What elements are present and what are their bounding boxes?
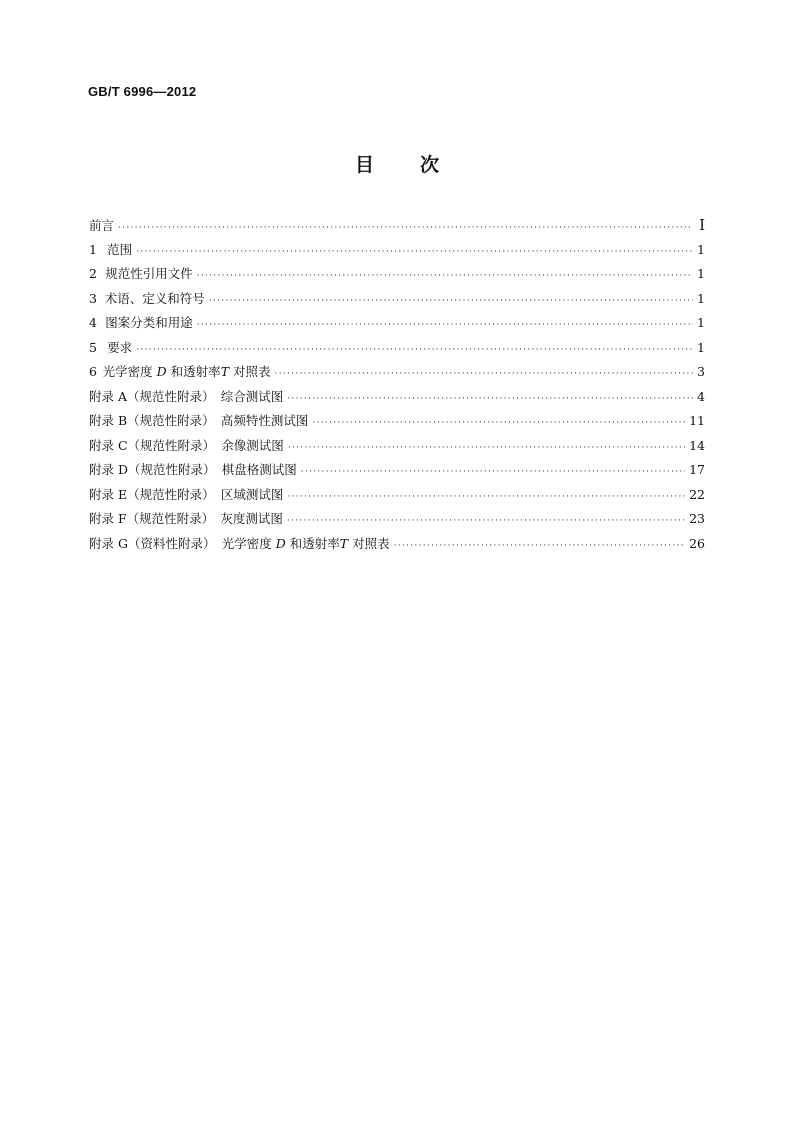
toc-entry-page: 1 [697, 266, 705, 281]
toc-entry-label: 附录 B（规范性附录） 高频特性测试图 [89, 413, 309, 428]
toc-entry-annex-f[interactable] [89, 511, 705, 536]
dot-leader [197, 268, 693, 284]
toc-entry-page: 17 [689, 462, 705, 477]
toc-entry-label: 术语、定义和符号 [104, 290, 205, 306]
toc-entry-label: 附录 A（规范性附录） 综合测试图 [89, 388, 284, 404]
title-char-1: 目 [354, 154, 374, 176]
toc-entry-label: 范围 [107, 241, 133, 257]
toc-entry-label: 光学密度 D 和透射率T 对照表 [102, 364, 271, 379]
dot-leader [287, 513, 685, 529]
toc-entry-number: 1 [89, 241, 97, 257]
toc-entry-label: 要求 [107, 339, 133, 355]
toc-entry-page: 1 [697, 315, 705, 330]
toc-entry-page: 11 [689, 413, 705, 428]
toc-entry-label: 附录 D（规范性附录） 棋盘格测试图 [89, 462, 297, 477]
toc-entry-page: 26 [689, 535, 705, 551]
toc-entry-label: 附录 C（规范性附录） 余像测试图 [89, 437, 284, 453]
toc-entry-annex-c[interactable] [89, 438, 705, 463]
toc-entry-page: 22 [689, 486, 705, 502]
toc-entry-number: 2 [89, 266, 97, 281]
toc-entry-number: 5 [89, 339, 97, 355]
toc-entry-label: 图案分类和用途 [105, 315, 193, 330]
table-of-contents [89, 217, 705, 560]
toc-entry-annex-g[interactable] [89, 536, 705, 561]
dot-leader [312, 415, 685, 431]
toc-entry-pattern-classification[interactable] [89, 315, 705, 340]
toc-entry-page: 1 [697, 339, 705, 355]
toc-entry-label: 附录 F（规范性附录） 灰度测试图 [89, 511, 283, 526]
dot-leader [288, 440, 685, 456]
dot-leader [136, 244, 693, 260]
toc-entry-page: 1 [697, 241, 705, 257]
toc-entry-label: 前言 [89, 218, 115, 233]
dot-leader [287, 391, 693, 407]
dot-leader [394, 538, 686, 554]
toc-entry-requirements[interactable] [89, 340, 705, 365]
toc-entry-annex-d[interactable] [89, 462, 705, 487]
toc-entry-annex-a[interactable] [89, 389, 705, 414]
toc-entry-page: 14 [689, 437, 705, 453]
toc-entry-page: 3 [697, 364, 705, 379]
toc-entry-page: Ⅰ [699, 216, 705, 234]
dot-leader [301, 464, 685, 480]
dot-leader [118, 220, 693, 236]
toc-entry-density-table[interactable] [89, 364, 705, 389]
toc-entry-label: 附录 E（规范性附录） 区域测试图 [89, 486, 284, 502]
dot-leader [209, 293, 693, 309]
toc-entry-normative-references[interactable] [89, 266, 705, 291]
title-char-2: 次 [420, 154, 440, 176]
toc-entry-page: 23 [689, 511, 705, 526]
dot-leader [287, 489, 685, 505]
toc-entry-annex-b[interactable] [89, 413, 705, 438]
standard-code: GB/T 6996—2012 [88, 84, 197, 99]
dot-leader [197, 317, 693, 333]
page-title [0, 150, 794, 177]
toc-entry-label: 附录 G（资料性附录） 光学密度 D 和透射率T 对照表 [89, 535, 390, 551]
toc-entry-number: 4 [89, 315, 97, 330]
toc-entry-scope[interactable] [89, 242, 705, 267]
toc-entry-foreword[interactable] [89, 217, 705, 242]
toc-entry-terms-definitions[interactable] [89, 291, 705, 316]
dot-leader [275, 366, 693, 382]
toc-entry-annex-e[interactable] [89, 487, 705, 512]
toc-entry-number: 3 [89, 290, 97, 306]
toc-entry-page: 1 [697, 290, 705, 306]
toc-entry-label: 规范性引用文件 [105, 266, 193, 281]
toc-entry-page: 4 [697, 388, 705, 404]
toc-entry-number: 6 [89, 364, 97, 379]
dot-leader [136, 342, 693, 358]
